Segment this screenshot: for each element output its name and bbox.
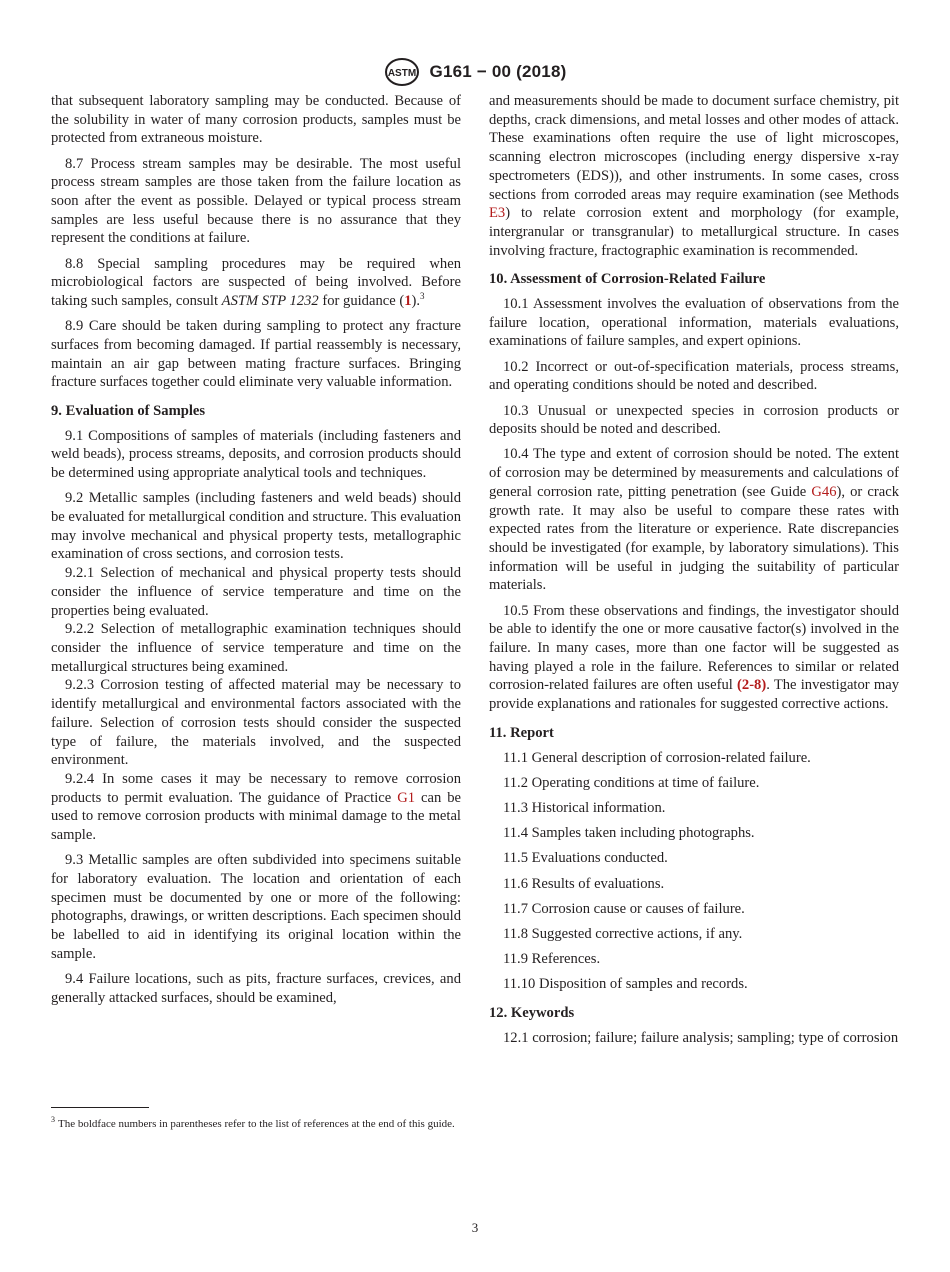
footnote-text: The boldface numbers in parentheses refer to the list of references at the end of this guide. [58,1118,455,1130]
report-item: 11.7 Corrosion cause or causes of failure. [503,900,745,917]
report-item: 11.5 Evaluations conducted. [503,850,668,867]
paragraph-9-4-continued: and measurements should be made to document surface chemistry, pit depths, crack dimensions, and metal losses and other modes of attack. These examinations often require the use of light microscopes, scanning electron microscopes (including energy dispersive x-ray spectrometers (EDS)), and other instruments. In some cases, cross sections from corroded areas may require examination (see Methods E3) to relate corrosion extent and morphology (for example, intergranular or transgranular) to metallurgical structure. In cases involving fracture, fractographic examination is recommended. [489,93,899,259]
report-item: 11.8 Suggested corrective actions, if any. [503,925,743,942]
section-heading-9: 9. Evaluation of Samples [51,403,206,420]
astm-stp-citation: ASTM STP 1232 [221,293,319,310]
paragraph-9-1: 9.1 Compositions of samples of materials (including fasteners and weld beads), process streams, deposits, and corrosion products should be determined using appropriate analytical tools and techniques. [51,427,461,482]
page-number: 3 [471,1220,479,1235]
paragraph-9-2-1: 9.2.1 Selection of mechanical and physical property tests should consider the influence of service temperature and time on the properties being evaluated. [51,565,461,619]
astm-logo-icon [384,57,420,87]
paragraph-10-4: 10.4 The type and extent of corrosion should be noted. The extent of corrosion may be determined by measurements and calculations of general corrosion rate, pitting penetration (see Guide G46), or crack growth rate. It may also be useful to compare these rates with expected rates from the literature or experience. Rate discrepancies should be investigated (for example, by laboratory simulations). This information will be useful in judging the suitability of particular materials. [489,446,899,594]
paragraph-8-7: 8.7 Process stream samples may be desirable. The most useful process stream samples are those taken from the failure location as soon after the event as possible. Delayed or typical process stream samples are less useful because there is no assurance that they represent the conditions at failure. [51,155,461,247]
practice-g1-link[interactable]: G1 [397,789,416,806]
paragraph-9-2-2: 9.2.2 Selection of metallographic examination techniques should consider the influence of service temperature and time on the metallurgical structures being examined. [51,621,461,675]
paragraph-9-3: 9.3 Metallic samples are often subdivided into specimens suitable for laboratory evaluation. The location and orientation of each specimen must be documented by one or more of the following: photographs, drawings, or written descriptions. Each specimen should be labelled to aid in identifying its original location within the sample. [51,852,461,962]
report-item: 11.6 Results of evaluations. [503,875,665,892]
paragraph-10-2: 10.2 Incorrect or out-of-specification materials, process streams, and operating conditions should be noted and described. [489,358,899,394]
report-item: 11.3 Historical information. [503,799,666,816]
paragraph-10-3: 10.3 Unusual or unexpected species in corrosion products or deposits should be noted and described. [489,402,899,438]
section-heading-11: 11. Report [489,724,554,741]
footnote-number: 3 [51,1115,55,1125]
report-item: 11.2 Operating conditions at time of failure. [503,774,760,791]
paragraph-12-1: 12.1 corrosion; failure; failure analysis; sampling; type of corrosion [503,1029,899,1046]
reference-link-1[interactable]: 1 [404,293,412,310]
paragraph-10-1: 10.1 Assessment involves the evaluation of observations from the failure location, operational information, materials evaluations, examinations of failure samples, and expert opinions. [489,296,899,350]
paragraph-9-2-3: 9.2.3 Corrosion testing of affected material may be necessary to identify metallurgical and environmental factors associated with the failure. Selection of corrosion tests should consider the suspected type of failure, the materials involved, and the suspected environment. [51,677,461,769]
report-item: 11.9 References. [503,951,601,968]
guide-g46-link[interactable]: G46 [811,483,837,500]
footnote-divider [51,1107,149,1108]
page-header [0,57,950,87]
footnote-3 [51,1117,461,1132]
reference-link-2-8[interactable]: (2-8) [737,677,767,694]
report-item: 11.10 Disposition of samples and records. [503,976,748,993]
report-item: 11.1 General description of corrosion-related failure. [503,749,811,766]
report-item: 11.4 Samples taken including photographs. [503,825,755,842]
standard-designation: G161 − 00 (2018) [429,62,567,81]
section-heading-12: 12. Keywords [489,1005,575,1022]
paragraph-9-2: 9.2 Metallic samples (including fasteners and weld beads) should be evaluated for metallurgical condition and structure. This evaluation may involve mechanical and physical property tests, metallographic examination of cross sections, and corrosion tests. [51,490,461,563]
footnote-marker-3[interactable]: 3 [420,291,425,302]
section-heading-10: 10. Assessment of Corrosion-Related Failure [489,271,766,288]
paragraph-8-9: 8.9 Care should be taken during sampling to protect any fracture surfaces from becoming damaged. If partial reassembly is necessary, maintain an air gap between mating fracture surfaces. Bringing fracture surfaces together could eliminate very valuable information. [51,318,461,391]
paragraph-9-2-4: 9.2.4 In some cases it may be necessary to remove corrosion products to permit evaluation. The guidance of Practice G1 can be used to remove corrosion products with minimal damage to the metal sample. [51,770,462,844]
paragraph-9-4: 9.4 Failure locations, such as pits, fracture surfaces, crevices, and generally attacked surfaces, should be examined, [51,970,461,1006]
paragraph-8-8: 8.8 Special sampling procedures may be required when microbiological factors are suspected of being involved. Before taking such samples, consult ASTM STP 1232 for guidance (1).$^3$ [51,255,461,310]
methods-e3-link[interactable]: E3 [489,205,506,222]
left-column [51,92,461,1014]
astm-logo-text: ASTM [387,68,416,79]
paragraph-10-5: 10.5 From these observations and findings, the investigator should be able to identify the one or more causative factor(s) involved in the failure. In many cases, more than one factor will be suggested as having played a role in the failure. References to similar or related corrosion-related failures are often useful (2-8). The investigator may provide explanations and rationales for suggested corrective actions. [489,602,899,713]
paragraph-8-6-continued: that subsequent laboratory sampling may be conducted. Because of the solubility in water of many corrosion products, samples must be protected from extraneous moisture. [51,93,461,147]
right-column [489,92,899,1054]
